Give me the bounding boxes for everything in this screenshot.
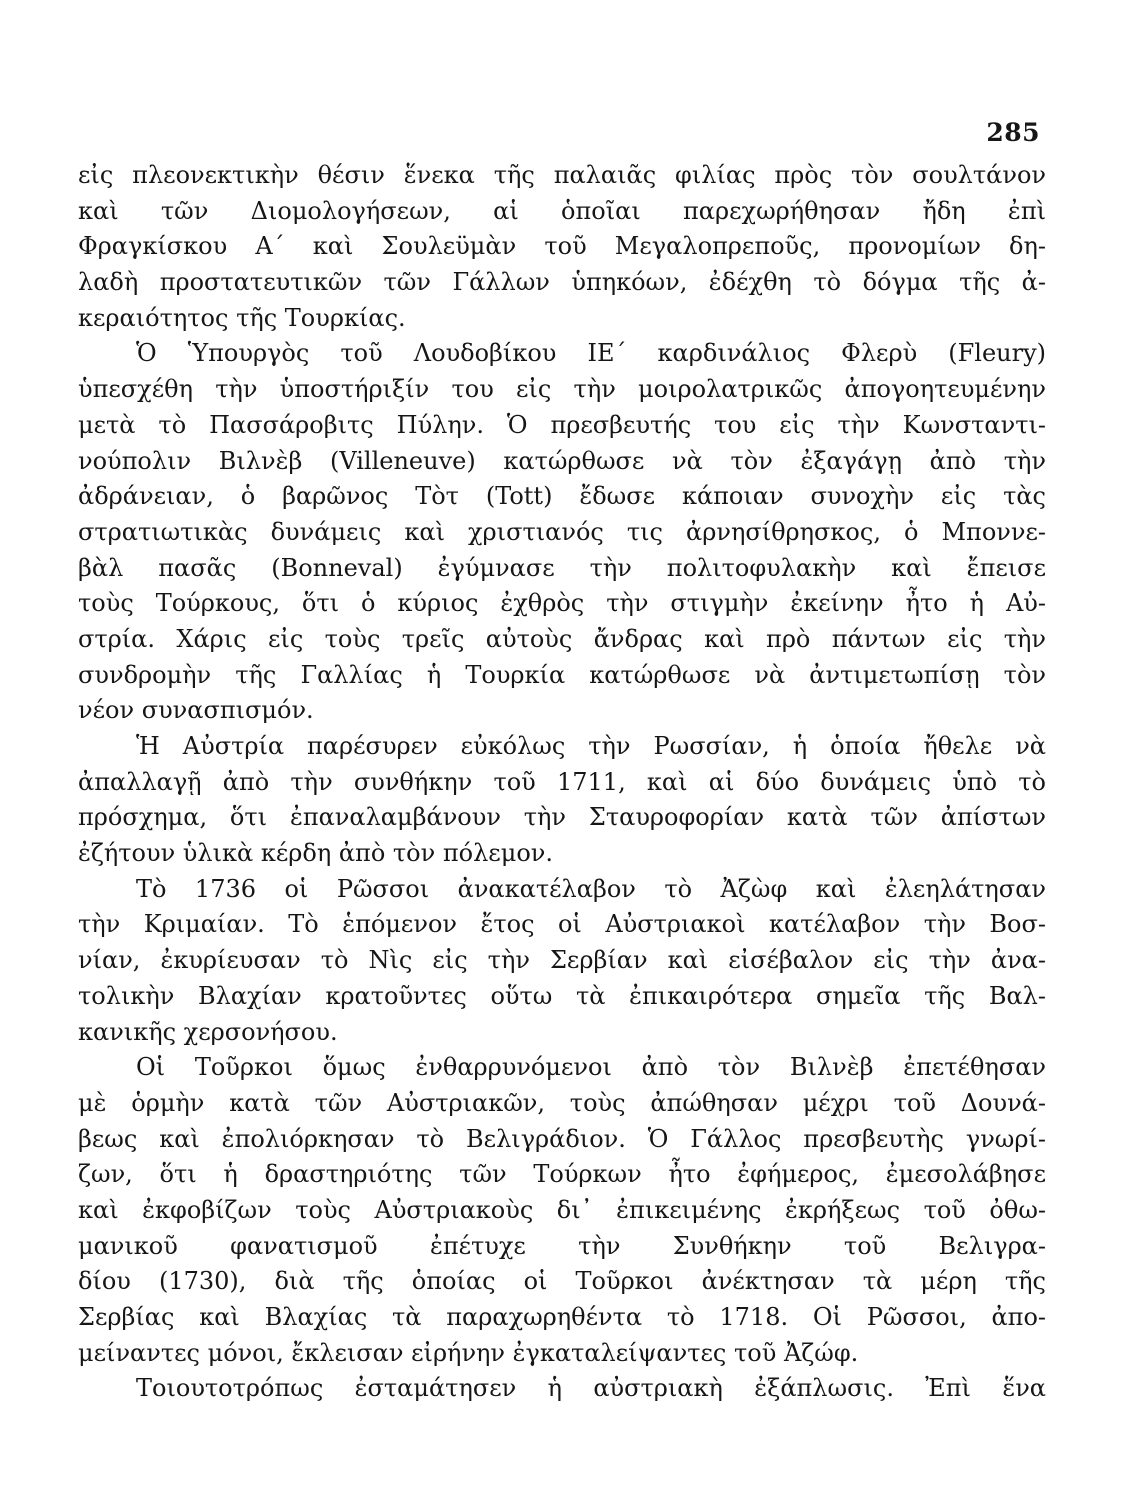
text-line: καὶ τῶν Διομολογήσεων, αἱ ὁποῖαι παρεχωρήθησαν ἤδη ἐπὶ (78, 196, 1046, 225)
text-line: ζων, ὅτι ἡ δραστηριότης τῶν Τούρκων ἦτο ἐφήμερος, ἐμεσολάβησε (78, 1160, 1046, 1189)
text-line: τολικὴν Βλαχίαν κρατοῦντες οὕτω τὰ ἐπικαιρότερα σημεῖα τῆς Βαλ- (78, 981, 1046, 1010)
text-line: τὴν Κριμαίαν. Τὸ ἑπόμενον ἔτος οἱ Αὐστριακοὶ κατέλαβον τὴν Βοσ- (78, 910, 1046, 939)
text-line: μείναντες μόνοι, ἔκλεισαν εἰρήνην ἐγκαταλείψαντες τοῦ Ἀζώφ. (78, 1338, 859, 1367)
text-line: ἀδράνειαν, ὁ βαρῶνος Τὸτ (Tott) ἔδωσε κάποιαν συνοχὴν εἰς τὰς (78, 482, 1046, 511)
text-line: ὑπεσχέθη τὴν ὑποστήριξίν του εἰς τὴν μοιρολατρικῶς ἀπογοητευμένην (78, 375, 1046, 404)
text-line: νούπολιν Βιλνὲβ (Villeneuve) κατώρθωσε νὰ τὸν ἐξαγάγῃ ἀπὸ τὴν (78, 446, 1046, 475)
text-line: Φραγκίσκου Α΄ καὶ Σουλεϋμὰν τοῦ Μεγαλοπρεποῦς, προνομίων δη- (78, 232, 1046, 261)
text-line: νέον συνασπισμόν. (78, 696, 314, 725)
text-line: Ὁ Ὑπουργὸς τοῦ Λουδοβίκου ΙΕ΄ καρδινάλιος Φλερὺ (Fleury) (136, 339, 1046, 368)
text-line: βεως καὶ ἐπολιόρκησαν τὸ Βελιγράδιον. Ὁ Γάλλος πρεσβευτὴς γνωρί- (78, 1124, 1046, 1153)
text-line: Τὸ 1736 οἱ Ρῶσσοι ἀνακατέλαβον τὸ Ἀζὼφ καὶ ἐλεηλάτησαν (136, 874, 1046, 903)
text-line: Σερβίας καὶ Βλαχίας τὰ παραχωρηθέντα τὸ 1718. Οἱ Ρῶσσοι, ἀπο- (78, 1303, 1046, 1331)
text-line: ἐζήτουν ὑλικὰ κέρδη ἀπὸ τὸν πόλεμον. (78, 839, 553, 868)
text-line: νίαν, ἐκυρίευσαν τὸ Νὶς εἰς τὴν Σερβίαν καὶ εἰσέβαλον εἰς τὴν ἀνα- (78, 946, 1046, 975)
text-line: λαδὴ προστατευτικῶν τῶν Γάλλων ὑπηκόων, ἐδέχθη τὸ δόγμα τῆς ἀ- (78, 268, 1046, 297)
text-line: εἰς πλεονεκτικὴν θέσιν ἕνεκα τῆς παλαιᾶς φιλίας πρὸς τὸν σουλτάνον (78, 161, 1046, 189)
body-text (78, 158, 1046, 1407)
text-line: στρατιωτικὰς δυνάμεις καὶ χριστιανός τις ἀρνησίθρησκος, ὁ Μποννε- (78, 517, 1046, 546)
text-line: στρία. Χάρις εἰς τοὺς τρεῖς αὐτοὺς ἄνδρας καὶ πρὸ πάντων εἰς τὴν (78, 624, 1046, 653)
paragraph (78, 158, 1046, 336)
text-line: Ἡ Αὐστρία παρέσυρεν εὐκόλως τὴν Ρωσσίαν, ἡ ὁποία ἤθελε νὰ (136, 732, 1046, 760)
text-line: Οἱ Τοῦρκοι ὅμως ἐνθαρρυνόμενοι ἀπὸ τὸν Βιλνὲβ ἐπετέθησαν (136, 1053, 1046, 1082)
text-line: καὶ ἐκφοβίζων τοὺς Αὐστριακοὺς δι᾽ ἐπικειμένης ἐκρήξεως τοῦ ὀθω- (78, 1195, 1046, 1224)
paragraph (78, 872, 1046, 1050)
text-line: συνδρομὴν τῆς Γαλλίας ἡ Τουρκία κατώρθωσε νὰ ἀντιμετωπίσῃ τὸν (78, 660, 1046, 689)
paragraph (78, 1050, 1046, 1371)
text-line: κανικῆς χερσονήσου. (78, 1017, 338, 1046)
text-line: μετὰ τὸ Πασσάροβιτς Πύλην. Ὁ πρεσβευτής του εἰς τὴν Κωνσταντι- (78, 410, 1046, 439)
text-line: τοὺς Τούρκους, ὅτι ὁ κύριος ἐχθρὸς τὴν στιγμὴν ἐκείνην ἦτο ἡ Αὐ- (78, 589, 1046, 618)
paragraph (78, 336, 1046, 729)
text-line: βὰλ πασᾶς (Bonneval) ἐγύμνασε τὴν πολιτοφυλακὴν καὶ ἔπεισε (78, 553, 1046, 582)
text-line: Τοιουτοτρόπως ἐσταμάτησεν ἡ αὐστριακὴ ἐξάπλωσις. Ἐπὶ ἕνα (136, 1374, 1046, 1403)
text-line: κεραιότητος τῆς Τουρκίας. (78, 303, 406, 332)
page-number: 285 (986, 118, 1040, 147)
paragraph (78, 729, 1046, 872)
paragraph (78, 1371, 1046, 1407)
text-line: πρόσχημα, ὅτι ἐπαναλαμβάνουν τὴν Σταυροφορίαν κατὰ τῶν ἀπίστων (78, 803, 1046, 832)
text-line: μὲ ὁρμὴν κατὰ τῶν Αὐστριακῶν, τοὺς ἀπώθησαν μέχρι τοῦ Δουνά- (78, 1088, 1046, 1117)
text-line: μανικοῦ φανατισμοῦ ἐπέτυχε τὴν Συνθήκην τοῦ Βελιγρα- (78, 1231, 1046, 1260)
text-line: ἀπαλλαγῇ ἀπὸ τὴν συνθήκην τοῦ 1711, καὶ αἱ δύο δυνάμεις ὑπὸ τὸ (78, 767, 1046, 796)
text-line: δίου (1730), διὰ τῆς ὁποίας οἱ Τοῦρκοι ἀνέκτησαν τὰ μέρη τῆς (78, 1267, 1046, 1296)
